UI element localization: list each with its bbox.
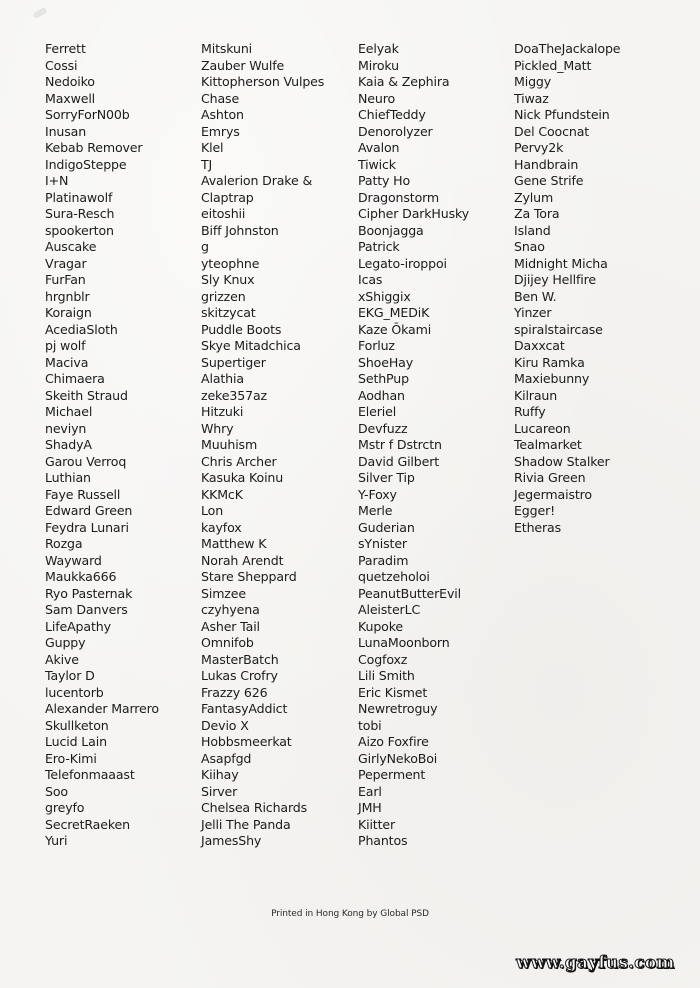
credit-name: zeke357az <box>201 387 267 403</box>
credit-name: Wayward <box>45 552 102 568</box>
credit-name: skitzycat <box>201 305 256 320</box>
credit-name: Inusan <box>45 123 87 139</box>
credit-name: Etheras <box>514 519 562 535</box>
credit-name: Omnifob <box>201 635 254 650</box>
credit-name: Pervy2k <box>514 140 564 155</box>
credit-name: ChiefTeddy <box>358 107 426 122</box>
credit-name: EKG_MEDiK <box>358 305 430 320</box>
credit-name: Jelli The Panda <box>201 816 291 832</box>
credit-name: JMH <box>358 800 382 815</box>
credit-name: Skullketon <box>45 717 109 733</box>
credit-name: Icas <box>358 272 383 287</box>
credit-name: Eelyak <box>358 41 399 56</box>
credit-name: Earl <box>358 783 382 799</box>
credit-name: lucentorb <box>45 684 104 700</box>
credit-name: grizzen <box>201 288 246 304</box>
credit-name: hrgnblr <box>45 288 90 304</box>
credit-name: Puddle Boots <box>201 321 282 337</box>
credit-name: Chimaera <box>45 371 105 386</box>
credit-name: Garou Verroq <box>45 453 127 469</box>
credit-name: Cogfoxz <box>358 651 408 667</box>
credit-name: spiralstaircase <box>514 321 603 337</box>
credit-name: Muuhism <box>201 437 258 452</box>
credit-name: Denorolyzer <box>358 123 433 139</box>
credit-name: DoaTheJackalope <box>514 41 621 56</box>
credit-name: Kiru Ramka <box>514 354 585 370</box>
credit-name: Kittopherson Vulpes <box>201 74 325 89</box>
credit-name: Y-Foxy <box>358 486 397 502</box>
credit-name: yteophne <box>201 255 260 271</box>
credit-name: Ferrett <box>45 41 86 56</box>
credit-name: Miroku <box>358 57 399 73</box>
credit-name: Peperment <box>358 767 426 782</box>
credit-name: Biff Johnston <box>201 222 279 238</box>
credit-name: Maciva <box>45 354 89 370</box>
credit-name: Akive <box>45 651 79 667</box>
credit-name: greyfo <box>45 800 85 815</box>
credit-name: Alathia <box>201 371 244 386</box>
credit-name: Lucid Lain <box>45 734 107 749</box>
credit-name: Edward Green <box>45 503 133 518</box>
credit-name: Sura-Resch <box>45 206 115 221</box>
credit-name: neviyn <box>45 420 87 436</box>
credit-name: pj wolf <box>45 338 86 353</box>
credit-name: LifeApathy <box>45 618 111 634</box>
credit-name: Kaze Ōkami <box>358 321 432 337</box>
credit-name: Phantos <box>358 833 408 848</box>
paper-smudge <box>32 7 47 19</box>
credit-name: Del Coocnat <box>514 123 590 139</box>
credit-name: Nick Pfundstein <box>514 107 610 122</box>
credit-name: Ruffy <box>514 404 546 419</box>
credit-name: Maxwell <box>45 90 96 106</box>
credit-name: Kaia & Zephira <box>358 74 450 89</box>
credit-name: Michael <box>45 404 93 419</box>
credit-name: I+N <box>45 173 69 188</box>
credit-name: Kasuka Koinu <box>201 470 284 485</box>
credit-name: Maukka666 <box>45 569 117 584</box>
credit-name: Telefonmaaast <box>45 767 135 782</box>
credit-name: xShiggix <box>358 288 411 304</box>
credit-name: Ero-Kimi <box>45 750 97 766</box>
credit-name: Cossi <box>45 57 78 73</box>
credit-name: Kebab Remover <box>45 140 143 155</box>
credit-name: Auscake <box>45 239 97 254</box>
credit-name: Kiihay <box>201 767 239 782</box>
credit-name: Chase <box>201 90 240 106</box>
credit-name: Simzee <box>201 585 246 601</box>
credit-name: Emrys <box>201 123 240 139</box>
credit-name: Lucareon <box>514 420 571 436</box>
credit-name: AcediaSloth <box>45 321 118 337</box>
credit-name: Frazzy 626 <box>201 684 268 700</box>
credit-name: Feydra Lunari <box>45 519 129 535</box>
credit-name: Zauber Wulfe <box>201 57 285 73</box>
credit-name: Tiwick <box>358 156 396 172</box>
credit-name: Forluz <box>358 338 395 353</box>
credit-name: Yuri <box>45 833 68 848</box>
credit-name: Matthew K <box>201 536 267 551</box>
credit-name: GirlyNekoBoi <box>358 750 438 766</box>
credit-name: Merle <box>358 503 393 518</box>
credit-name: Paradim <box>358 552 409 568</box>
credit-name: tobi <box>358 717 382 733</box>
credit-name: SecretRaeken <box>45 816 130 832</box>
credit-name: Maxiebunny <box>514 371 590 386</box>
credit-name: sYnister <box>358 536 407 551</box>
credit-name: ShoeHay <box>358 354 414 370</box>
credit-name: SethPup <box>358 371 409 386</box>
credit-name: MasterBatch <box>201 651 279 667</box>
credit-name: Yinzer <box>514 305 552 320</box>
credit-name: Sam Danvers <box>45 602 128 617</box>
credit-name: Chelsea Richards <box>201 800 308 815</box>
credit-name: Sirver <box>201 783 238 799</box>
credit-name: Alexander Marrero <box>45 701 159 716</box>
credit-name: Djijey Hellfire <box>514 272 596 287</box>
credit-name: Faye Russell <box>45 486 121 502</box>
credit-name: Gene Strife <box>514 173 584 188</box>
credit-name: Jegermaistro <box>514 486 592 502</box>
credit-name: Patrick <box>358 239 400 254</box>
credit-name: AleisterLC <box>358 602 421 617</box>
credit-name: Rivia Green <box>514 470 586 485</box>
credit-name: Handbrain <box>514 156 579 172</box>
credit-name: Neuro <box>358 90 396 106</box>
credit-name: SorryForN00b <box>45 107 130 122</box>
credit-name: Shadow Stalker <box>514 453 610 469</box>
credit-name: Claptrap <box>201 189 254 205</box>
credit-name: Luthian <box>45 470 91 485</box>
credit-name: Aizo Foxfire <box>358 734 429 749</box>
credit-name: IndigoSteppe <box>45 156 127 172</box>
credit-name: Vragar <box>45 255 87 271</box>
credit-name: ShadyA <box>45 437 92 452</box>
credit-name: Avalon <box>358 140 400 155</box>
credit-name: Patty Ho <box>358 173 411 188</box>
credit-name: Tealmarket <box>514 437 582 452</box>
credit-name: Kiitter <box>358 816 396 832</box>
credit-name: JamesShy <box>201 833 262 848</box>
credit-name: Lukas Crofry <box>201 668 278 683</box>
credit-name: David Gilbert <box>358 453 440 469</box>
credit-name: Norah Arendt <box>201 552 284 568</box>
credit-name: Legato-iroppoi <box>358 255 447 271</box>
names-column-1 <box>45 41 159 850</box>
credit-name: Devfuzz <box>358 420 408 436</box>
credit-name: kayfox <box>201 519 242 535</box>
credit-name: Kupoke <box>358 618 404 634</box>
credit-name: Hitzuki <box>201 404 244 419</box>
credit-name: Asher Tail <box>201 618 260 634</box>
credit-name: Ben W. <box>514 288 557 304</box>
credit-name: Dragonstorm <box>358 189 440 205</box>
credit-name: Tiwaz <box>514 90 549 106</box>
credit-name: Soo <box>45 783 68 799</box>
credit-name: Stare Sheppard <box>201 569 297 584</box>
credit-name: Aodhan <box>358 387 405 403</box>
watermark-link[interactable]: www.gayfus.com <box>516 953 675 973</box>
credit-name: Kilraun <box>514 387 558 403</box>
names-column-2 <box>201 41 324 850</box>
credit-name: czyhyena <box>201 602 260 617</box>
credit-name: KKMcK <box>201 486 243 502</box>
credit-name: Ashton <box>201 107 244 122</box>
credit-name: Lon <box>201 503 224 518</box>
credit-name: Ryo Pasternak <box>45 585 133 601</box>
credit-name: Asapfgd <box>201 750 252 766</box>
credit-name: quetzeholoi <box>358 569 430 584</box>
credit-name: Mstr f Dstrctn <box>358 437 442 452</box>
credit-name: Guppy <box>45 635 86 650</box>
credit-name: Chris Archer <box>201 453 277 469</box>
credit-name: Nedoiko <box>45 74 95 89</box>
credit-name: Taylor D <box>45 668 95 683</box>
credit-name: Skeith Straud <box>45 387 128 403</box>
credit-name: Daxxcat <box>514 338 565 353</box>
credit-name: Eric Kismet <box>358 684 428 700</box>
credit-name: Supertiger <box>201 354 266 370</box>
credit-name: Pickled_Matt <box>514 57 592 73</box>
credit-name: Klel <box>201 140 224 155</box>
credit-name: Platinawolf <box>45 189 113 205</box>
credit-name: Boonjagga <box>358 222 424 238</box>
credit-name: spookerton <box>45 222 114 238</box>
credit-name: Island <box>514 222 551 238</box>
names-column-4 <box>514 41 620 536</box>
credit-name: Silver Tip <box>358 470 415 485</box>
credit-name: LunaMoonborn <box>358 635 450 650</box>
credit-name: Guderian <box>358 519 415 535</box>
names-column-3 <box>358 41 469 850</box>
credit-name: eitoshii <box>201 206 246 221</box>
credit-name: g <box>201 239 209 254</box>
credit-name: Snao <box>514 239 545 254</box>
credit-name: Avalerion Drake & <box>201 173 313 188</box>
credit-name: Skye Mitadchica <box>201 338 301 353</box>
credit-name: Newretroguy <box>358 701 438 716</box>
credit-name: Hobbsmeerkat <box>201 734 292 749</box>
credit-name: Egger! <box>514 503 556 518</box>
credit-name: Zylum <box>514 189 554 205</box>
credit-name: PeanutButterEvil <box>358 585 461 601</box>
credit-name: Rozga <box>45 536 83 551</box>
credit-name: Midnight Micha <box>514 255 608 271</box>
credit-name: Eleriel <box>358 404 397 419</box>
credit-name: TJ <box>201 156 213 172</box>
credit-name: Cipher DarkHusky <box>358 206 469 221</box>
credit-name: Whry <box>201 420 234 436</box>
credit-name: Lili Smith <box>358 668 415 683</box>
credit-name: Sly Knux <box>201 272 255 287</box>
credit-name: Koraign <box>45 305 92 320</box>
credit-name: Za Tora <box>514 206 560 221</box>
credit-name: FurFan <box>45 272 86 287</box>
credit-name: FantasyAddict <box>201 701 288 716</box>
credit-name: Miggy <box>514 74 552 89</box>
credit-name: Devio X <box>201 717 249 733</box>
printer-footer: Printed in Hong Kong by Global PSD <box>271 909 429 919</box>
credit-name: Mitskuni <box>201 41 253 56</box>
